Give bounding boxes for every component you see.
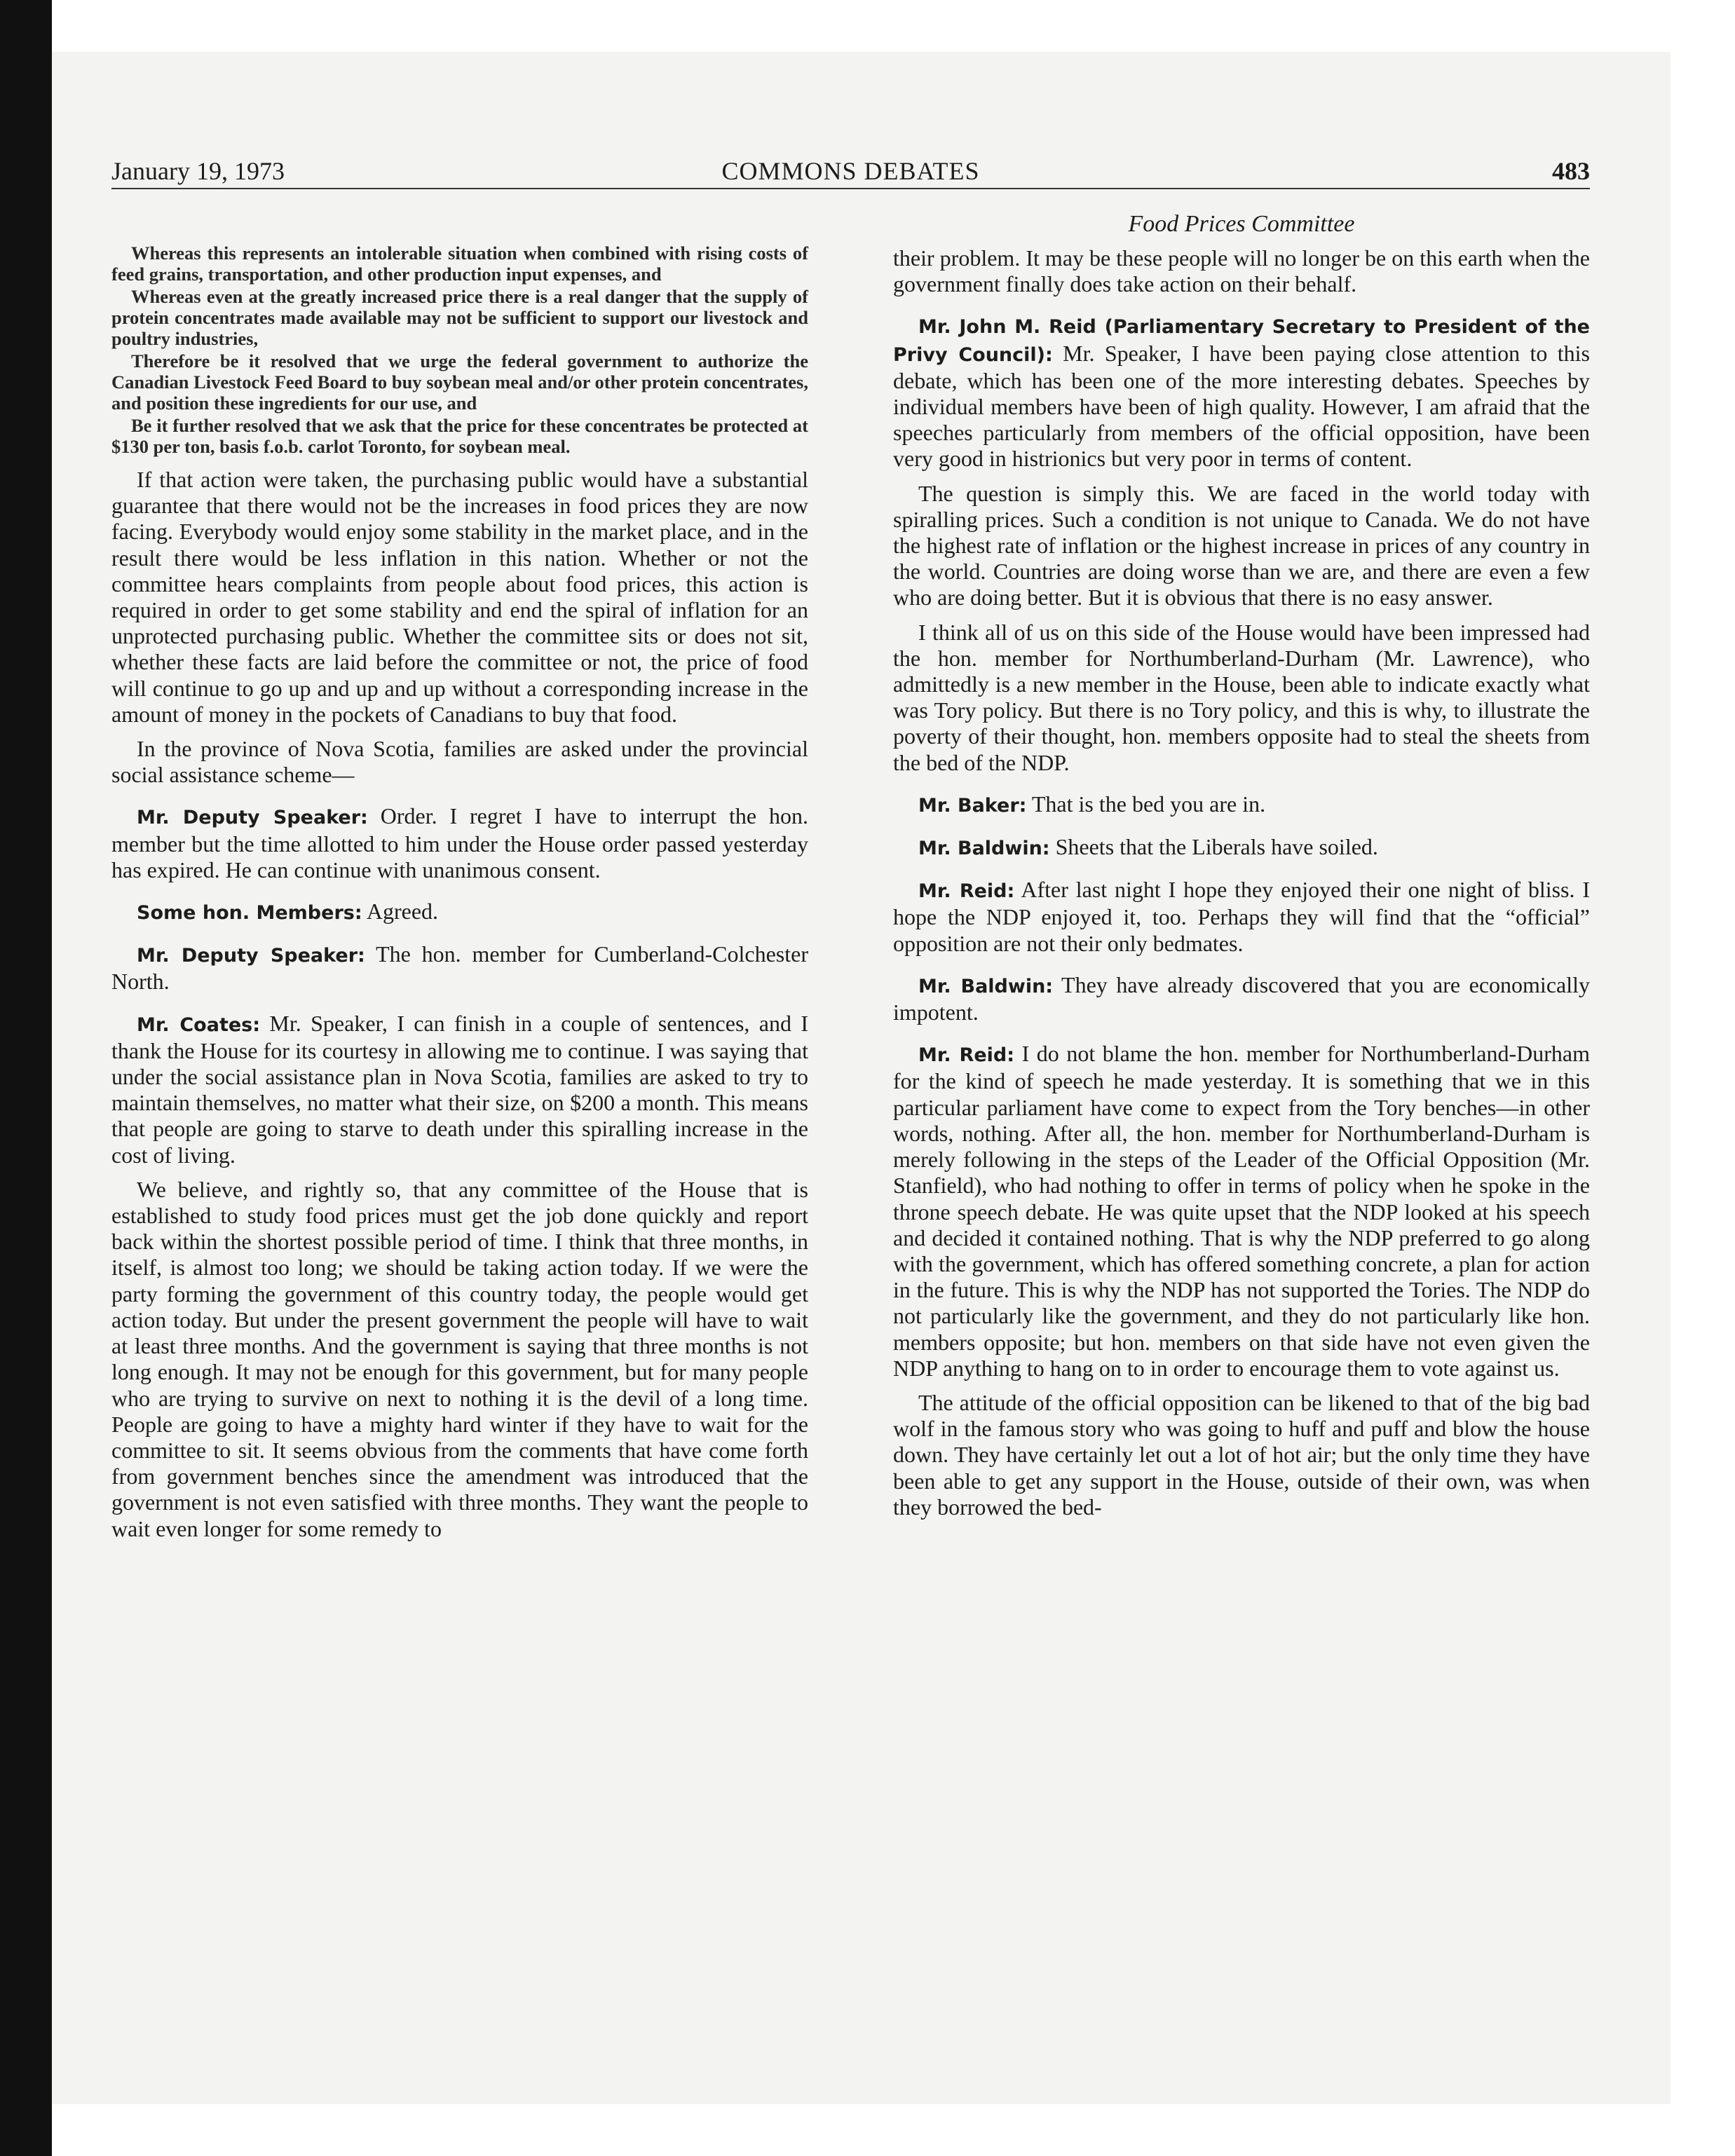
scan-border — [0, 0, 52, 2156]
resolution-paragraph: Whereas this represents an intolerable situation when combined with rising costs of feed grains, transportation, and other production input expenses, and — [111, 243, 808, 285]
page-header — [111, 157, 1590, 189]
body-paragraph: The attitude of the official opposition can be likened to that of the big bad wolf in the famous story who was going to huff and puff and blow the house down. They have certainly let out a lot of hot air; but the only time they have been able to get any support in the House, outside of their own, was when they borrowed the bed- — [893, 1389, 1590, 1520]
left-column — [111, 210, 808, 1550]
speech — [111, 941, 808, 995]
body-paragraph: their problem. It may be these people will no longer be on this earth when the government finally does take action on their behalf. — [893, 245, 1590, 297]
speaker-name: Mr. Reid: — [918, 1044, 1015, 1067]
speech-text: Agreed. — [366, 899, 439, 925]
speech-text: Mr. Speaker, I have been paying close attention to this debate, which has been one of the more interesting debates. Speeches by individual members have been of high quality. However, I am afraid that the speeches particularly from members of the official opposition, have been very good in histrionics but very poor in terms of content. — [893, 340, 1591, 472]
speech-text: I do not blame the hon. member for Northumberland-Durham for the kind of speech he made yesterday. It is something that we in this particular parliament have come to expect from the Tory benches—in other words, nothing. After all, the hon. member for Northumberland-Durham is merely following in the steps of the Leader of the Official Opposition (Mr. Stanfield), who had nothing to offer in terms of policy when he spoke in the throne speech debate. He was quite upset that the NDP looked at his speech and decided it contained nothing. That is why the NDP preferred to go along with the government, which has offered something concrete, a plan for action in the future. This is why the NDP has not supported the Tories. The NDP do not particularly like the government, and they do not particularly like hon. members opposite; but hon. members on that side have not even given the NDP anything to hang on to in order to encourage them to vote against us. — [893, 1041, 1591, 1381]
speech-text: That is the bed you are in. — [1031, 791, 1266, 817]
body-paragraph: If that action were taken, the purchasing public would have a substantial guarantee that there would not be the increases in food prices they are now facing. Everybody would enjoy some stability in the market place, and in the result there would be less inflation in this nation. Whether or not the committee hears complaints from people about food prices, this action is required in order to get some stability and end the spiral of inflation for an unprotected purchasing public. Whether the committee sits or does not sit, whether these facts are laid before the committee or not, the price of food will continue to go up and up and up without a corresponding increase in the amount of money in the pockets of Canadians to buy that food. — [111, 467, 808, 727]
speech — [893, 877, 1590, 957]
resolution-block — [111, 243, 808, 457]
resolution-paragraph: Whereas even at the greatly increased price there is a real danger that the supply of protein concentrates made available may not be sufficient to support our livestock and poultry industries, — [111, 286, 808, 349]
header-date: January 19, 1973 — [111, 157, 285, 185]
speaker-name: Mr. Reid: — [918, 880, 1015, 903]
speaker-name: Mr. Baldwin: — [918, 975, 1054, 997]
speech — [893, 834, 1590, 861]
speaker-name: Mr. Deputy Speaker: — [137, 807, 368, 829]
body-paragraph: The question is simply this. We are faced in the world today with spiralling prices. Such a condition is not unique to Canada. We do not have the highest rate of inflation or the highest increase in prices of any country in the world. Countries are doing worse than we are, and there are even a few who are doing better. But it is obvious that there is no easy answer. — [893, 480, 1590, 610]
speech — [893, 791, 1590, 819]
speaker-name: Mr. John M. Reid (Parliamentary Secretary to President of the Privy Council): — [893, 316, 1590, 366]
speaker-name: Mr. Deputy Speaker: — [137, 945, 365, 967]
running-title: Food Prices Committee — [1128, 211, 1355, 237]
speaker-name: Some hon. Members: — [137, 902, 362, 925]
resolution-paragraph: Therefore be it resolved that we urge the federal government to authorize the Canadian Livestock Feed Board to buy soybean meal and/or other protein concentrates, and position these ingredients for our use, and — [111, 350, 808, 414]
speech — [893, 313, 1590, 472]
resolution-paragraph: Be it further resolved that we ask that the price for these concentrates be protected at $130 per ton, basis f.o.b. carlot Toronto, for soybean meal. — [111, 415, 808, 457]
speech — [111, 803, 808, 883]
speech-text: The hon. member for Cumberland-Colchester North. — [111, 941, 809, 995]
speech-text: After last night I hope they enjoyed their one night of bliss. I hope the NDP enjoyed it, too. Perhaps they will find that the “official” opposition are not their only bedmates. — [893, 877, 1591, 956]
body-paragraph: We believe, and rightly so, that any committee of the House that is established to study food prices must get the job done quickly and report back within the shortest possible period of time. I think that three months, in itself, is almost too long; we should be taking action today. If we were the party forming the government of this country today, the people would get action today. But under the present government the people will have to wait at least three months. And the government is saying that three months is not long enough. It may not be enough for this government, but for many people who are trying to survive on next to nothing it is the devil of a long time. People are going to have a mighty hard winter if they have to wait for the committee to sit. It seems obvious from the comments that have come forth from government benches since the amendment was introduced that the government is not even satisfied with three months. They want the people to wait even longer for some remedy to — [111, 1176, 808, 1541]
speaker-name: Mr. Coates: — [137, 1014, 261, 1036]
speech — [893, 1041, 1590, 1381]
speech-text: Mr. Speaker, I can finish in a couple of sentences, and I thank the House for its courtesy in allowing me to continue. I was saying that under the social assistance plan in Nova Scotia, families are asked to try to maintain themselves, no matter what their size, on $200 a month. This means that people are going to starve to death under this spiralling increase in the cost of living. — [111, 1010, 809, 1168]
speech — [111, 899, 808, 926]
header-publication: COMMONS DEBATES — [721, 157, 980, 185]
right-column — [893, 210, 1590, 1529]
body-paragraph: In the province of Nova Scotia, families are asked under the provincial social assistance scheme— — [111, 736, 808, 788]
header-page-number: 483 — [1552, 157, 1590, 185]
speech-text: Sheets that the Liberals have soiled. — [1055, 834, 1378, 860]
speaker-name: Mr. Baker: — [918, 794, 1027, 817]
speech — [893, 972, 1590, 1025]
body-paragraph: I think all of us on this side of the House would have been impressed had the hon. member for Northumberland-Durham (Mr. Lawrence), who admittedly is a new member in the House, been able to indicate exactly what was Tory policy. But there is no Tory policy, and this is why, to illustrate the poverty of their thought, hon. members opposite had to steal the sheets from the bed of the NDP. — [893, 619, 1590, 775]
speech-text: Order. I regret I have to interrupt the hon. member but the time allotted to him under the House order passed yesterday has expired. He can continue with unanimous consent. — [111, 803, 809, 882]
speech-text: They have already discovered that you are economically impotent. — [893, 971, 1590, 1025]
speaker-name: Mr. Baldwin: — [918, 838, 1050, 860]
speech — [111, 1011, 808, 1168]
